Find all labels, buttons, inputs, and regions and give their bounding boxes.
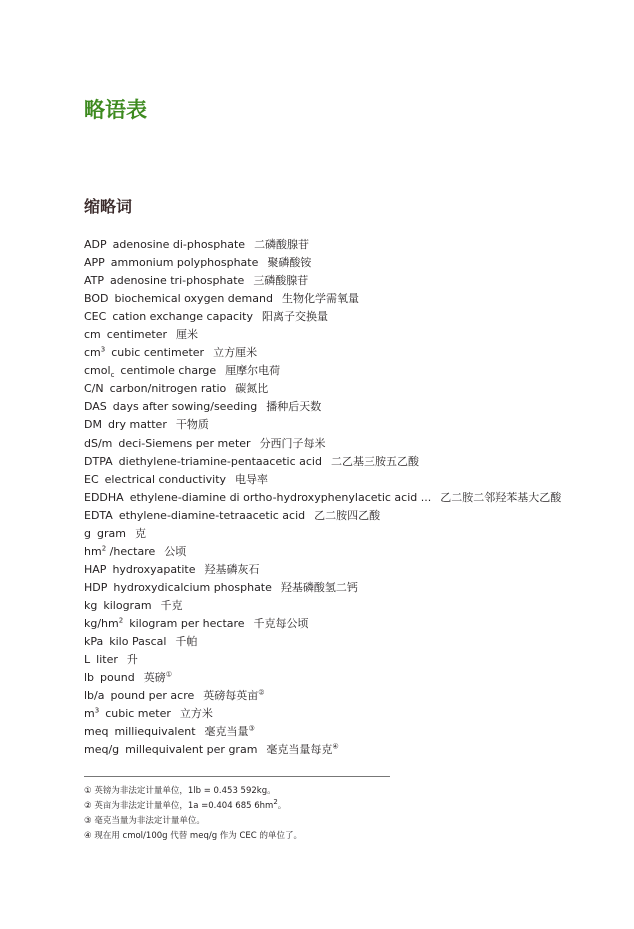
entry-abbreviation: kg [84,598,98,612]
entry-chinese: 千克 [160,598,183,612]
footnote-text: 英镑为非法定计量单位，1lb = 0.453 592kg。 [94,786,276,796]
entry-chinese: 厘米 [176,328,199,342]
entry-english: adenosine tri-phosphate [110,274,245,288]
entry-chinese: 乙二胺四乙酸 [314,508,381,522]
entry-chinese: 羟基磷酸氢二钙 [280,580,358,594]
entry-chinese: 羟基磷灰石 [204,562,260,576]
list-item [84,398,561,416]
footnote [84,814,302,829]
entry-chinese: 播种后天数 [266,400,322,414]
footnotes [84,784,302,844]
entry-english: cation exchange capacity [112,310,253,324]
entry-abbreviation: m [84,707,95,721]
list-item [84,453,561,471]
entry-chinese: 毫克当量每克 [266,743,333,757]
entry-english: centimeter [106,328,168,342]
footnote-text: 英亩为非法定计量单位，1a =0.404 685 6hm [94,801,274,811]
entry-english: days after sowing/seeding [112,400,258,414]
list-item [84,507,561,525]
entry-english: gram [96,526,126,540]
list-item [84,326,561,344]
footnote [84,829,302,844]
list-item [84,489,561,507]
entry-english: ethylene-diamine-tetraacetic acid [118,508,306,522]
list-item [84,236,561,254]
footnote-superscript: 2 [273,798,278,807]
entry-abbreviation-superscript: 2 [118,616,124,625]
entry-chinese: 千帕 [175,635,198,649]
entry-chinese: 立方米 [179,707,213,721]
list-item [84,723,561,741]
entry-abbreviation: cm [84,328,101,342]
entry-chinese: 电导率 [235,472,269,486]
entry-chinese: 聚磷酸铵 [267,256,312,270]
list-item [84,561,561,579]
entry-chinese: 英磅 [143,671,166,685]
entry-english: deci-Siemens per meter [118,436,251,450]
list-item [84,525,561,543]
entry-english: liter [96,653,118,667]
footnote [84,784,302,799]
entry-abbreviation: hm [84,544,102,558]
entry-abbreviation: EDTA [84,508,113,522]
entry-chinese: 碳氮比 [235,382,269,396]
entry-footnote-mark: ① [165,670,172,679]
entry-abbreviation: dS/m [84,436,113,450]
entry-abbreviation: EC [84,472,99,486]
entry-english: pound per acre [110,689,195,703]
entry-abbreviation: DTPA [84,454,113,468]
entry-chinese: 英磅每英亩 [203,689,259,703]
entry-abbreviation: EDDHA [84,490,124,504]
entry-english: cubic centimeter [111,346,205,360]
list-item [84,579,561,597]
list-item [84,651,561,669]
entry-abbreviation: HAP [84,562,107,576]
list-item [84,471,561,489]
list-item [84,741,561,759]
entry-english: ethylene-diamine di ortho-hydroxyphenylacetic acid ... [129,490,432,504]
entry-abbreviation-superscript: 3 [100,345,106,354]
entry-footnote-mark: ④ [332,742,339,751]
entry-abbreviation: meq/g [84,743,120,757]
footnote-mark: ② [84,801,92,811]
list-item [84,380,561,398]
list-item [84,308,561,326]
entry-abbreviation: CEC [84,310,107,324]
entry-chinese: 升 [126,653,138,667]
entry-abbreviation-subscript: c [110,371,115,380]
entry-abbreviation: cmol [84,364,111,378]
entry-english: kilogram [103,598,152,612]
list-item [84,272,561,290]
entry-chinese: 乙二胺二邻羟苯基大乙酸 [440,490,562,504]
list-item [84,435,561,453]
entry-abbreviation: g [84,526,91,540]
entry-footnote-mark: ② [258,688,265,697]
footnote-text: 现在用 cmol/100g 代替 meq/g 作为 CEC 的单位了。 [94,831,302,841]
entry-english: centimole charge [120,364,217,378]
footnote-divider [84,776,390,777]
entry-abbreviation-superscript: 2 [101,544,107,553]
abbreviation-list [84,236,561,759]
footnote-text: 毫克当量为非法定计量单位。 [94,816,205,826]
footnote-tail: 。 [277,801,287,811]
list-item [84,344,561,362]
entry-english: hydroxydicalcium phosphate [113,580,272,594]
entry-abbreviation: cm [84,346,101,360]
entry-abbreviation: lb [84,671,95,685]
list-item [84,254,561,272]
list-item [84,615,561,633]
entry-chinese: 分西门子每米 [259,436,326,450]
entry-chinese: 二磷酸腺苷 [254,238,310,251]
entry-abbreviation: kg/hm [84,616,119,630]
entry-abbreviation: ATP [84,274,105,288]
entry-english: diethylene-triamine-pentaacetic acid [118,454,322,468]
list-item [84,705,561,723]
entry-footnote-mark: ③ [248,724,255,733]
footnote-mark: ③ [84,816,92,826]
entry-chinese: 千克每公顷 [253,616,309,630]
footnote-mark: ④ [84,831,92,841]
list-item [84,416,561,434]
entry-english: cubic meter [105,707,171,721]
entry-chinese: 阳离子交换量 [261,310,328,324]
entry-chinese: 干物质 [175,418,209,432]
entry-chinese: 毫克当量 [204,725,249,739]
footnote-mark: ① [84,786,92,796]
entry-english: carbon/nitrogen ratio [109,382,227,396]
entry-chinese: 生物化学需氧量 [281,292,359,306]
entry-abbreviation: meq [84,725,109,739]
entry-chinese: 公顷 [164,544,187,558]
entry-abbreviation: C/N [84,382,104,396]
entry-abbreviation: lb/a [84,689,105,703]
entry-abbreviation: DAS [84,400,107,414]
entry-english: ammonium polyphosphate [110,256,259,270]
entry-abbreviation-tail: /hectare [106,544,156,558]
entry-abbreviation-superscript: 3 [94,706,100,715]
list-item [84,597,561,615]
entry-abbreviation: BOD [84,292,109,306]
entry-abbreviation: ADP [84,238,107,251]
entry-english: dry matter [107,418,167,432]
entry-english: pound [100,671,135,685]
entry-english: adenosine di-phosphate [112,238,246,251]
entry-chinese: 克 [134,526,146,540]
entry-english: milliequivalent [114,725,196,739]
list-item [84,543,561,561]
page-title: 略语表 [84,98,147,122]
entry-english: millequivalent per gram [125,743,258,757]
entry-abbreviation: kPa [84,635,104,649]
entry-english: biochemical oxygen demand [114,292,273,306]
entry-chinese: 二乙基三胺五乙酸 [330,454,419,468]
list-item [84,687,561,705]
entry-abbreviation: DM [84,418,102,432]
entry-abbreviation: HDP [84,580,108,594]
entry-chinese: 三磷酸腺苷 [253,274,309,288]
section-title: 缩略词 [84,197,133,216]
entry-english: hydroxyapatite [112,562,196,576]
footnote [84,799,302,814]
entry-chinese: 厘摩尔电荷 [225,364,281,378]
list-item [84,633,561,651]
entry-english: kilogram per hectare [129,616,245,630]
list-item [84,669,561,687]
entry-english: electrical conductivity [104,472,227,486]
list-item [84,290,561,308]
list-item [84,362,561,380]
entry-chinese: 立方厘米 [213,346,258,360]
entry-abbreviation: L [84,653,91,667]
entry-english: kilo Pascal [109,635,167,649]
entry-abbreviation: APP [84,256,105,270]
